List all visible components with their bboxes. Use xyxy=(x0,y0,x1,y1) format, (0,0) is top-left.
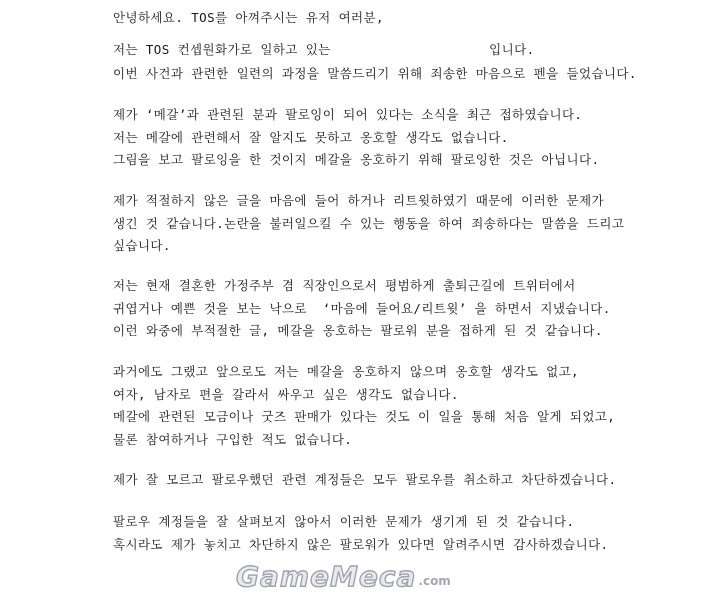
letter-line: 물론 참여하거나 구입한 적도 없습니다. xyxy=(113,432,353,447)
letter-line: 제가 잘 모르고 팔로우했던 관련 계정들은 모두 팔로우를 취소하고 차단하겠습니다. xyxy=(113,472,617,487)
letter-line: 이번 사건과 관련한 일련의 과정을 말씀드리기 위해 죄송한 마음으로 펜을 들었습니다. xyxy=(113,66,637,81)
letter-line: 여자, 남자로 편을 갈라서 싸우고 싶은 생각도 없습니다. xyxy=(113,387,459,402)
watermark-brand: GameMeca xyxy=(236,560,417,593)
letter-line: 싶습니다. xyxy=(113,238,171,253)
letter-line: 생긴 것 같습니다.논란을 불러일으킬 수 있는 행동을 하여 죄송하다는 말씀을 드리고 xyxy=(113,216,625,231)
letter-line: 제가 적절하지 않은 글을 마음에 들어 하거나 리트윗하였기 때문에 이러한 문제가 xyxy=(113,193,604,208)
letter-line: 과거에도 그랬고 앞으로도 저는 메갈을 옹호하지 않으며 옹호할 생각도 없고, xyxy=(113,364,579,379)
letter-line: 저는 현재 결혼한 가정주부 겸 직장인으로서 평범하게 출퇴근길에 트위터에서 xyxy=(113,278,576,293)
letter-line: 제가 ‘메갈’과 관련된 분과 팔로잉이 되어 있다는 소식을 최근 접하였습니다. xyxy=(113,107,583,122)
letter-line: 메갈에 관련된 모금이나 굿즈 판매가 있다는 것도 이 일을 통해 처음 알게 되었고, xyxy=(113,409,616,424)
letter-line: 그림을 보고 팔로잉을 한 것이지 메갈을 옹호하기 위해 팔로잉한 것은 아닙니다. xyxy=(113,152,600,167)
letter-line: 안녕하세요. TOS를 아껴주시는 유저 여러분, xyxy=(113,10,384,25)
letter-line: 혹시라도 제가 놓치고 차단하지 않은 팔로워가 있다면 알려주시면 감사하겠습니다. xyxy=(113,537,609,552)
letter-line: 귀엽거나 예쁜 것을 보는 낙으로 ‘마음에 들어요/리트윗’ 을 하면서 지냈습니다. xyxy=(113,301,611,316)
letter-line: 저는 TOS 컨셉원화가로 일하고 있는 입니다. xyxy=(113,42,535,57)
gamemeca-watermark xyxy=(236,558,476,592)
letter-line: 저는 메갈에 관련해서 잘 알지도 못하고 옹호할 생각도 없습니다. xyxy=(113,130,509,145)
watermark-suffix: .com xyxy=(418,574,451,588)
letter-line: 팔로우 계정들을 잘 살펴보지 않아서 이러한 문제가 생기게 된 것 같습니다. xyxy=(113,514,575,529)
letter-line: 이런 와중에 부적절한 글, 메갈을 옹호하는 팔로워 분을 접하게 된 것 같습니다. xyxy=(113,323,603,338)
